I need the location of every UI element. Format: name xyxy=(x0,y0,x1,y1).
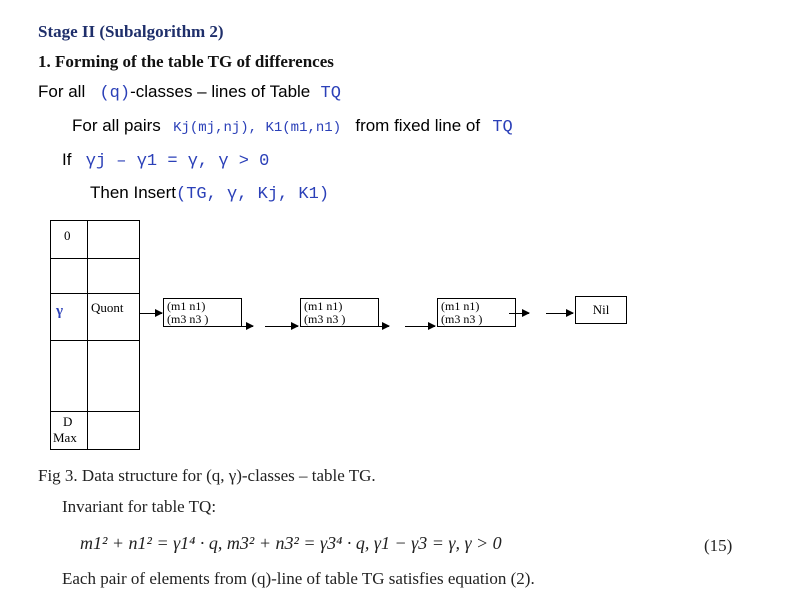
arrow-icon xyxy=(140,313,162,314)
table-row-line xyxy=(50,340,140,341)
cell-gamma-label: γ xyxy=(56,303,64,319)
table-row-line xyxy=(50,258,140,259)
table-row-line xyxy=(50,411,140,412)
arrow-icon xyxy=(546,313,573,314)
algo-line-3: If γj – γ1 = γ, γ > 0 xyxy=(62,150,270,171)
pair-node: (m1 n1) (m3 n3 ) xyxy=(437,298,516,327)
footer-text: Each pair of elements from (q)-line of table TG satisfies equation (2). xyxy=(62,569,535,588)
cell-quont-label: Quont xyxy=(91,300,124,315)
algo-line-4: Then Insert(TG, γ, Kj, K1) xyxy=(90,183,330,204)
stage-heading: Stage II (Subalgorithm 2) xyxy=(38,22,224,41)
table-column-divider xyxy=(87,220,88,450)
table-row-line xyxy=(50,293,140,294)
pair-node: (m1 n1) (m3 n3 ) xyxy=(163,298,242,327)
cell-d-label: D xyxy=(63,414,73,429)
invariant-label: Invariant for table TQ: xyxy=(62,497,217,516)
algo-line-2: For all pairs Kj(mj,nj), K1(m1,n1) from fixed line of TQ xyxy=(72,116,513,137)
arrow-icon xyxy=(235,326,253,327)
arrow-icon xyxy=(509,313,529,314)
cell-zero-label: 0 xyxy=(64,228,71,243)
equation-15: m1² + n1² = γ1⁴ · q, m3² + n3² = γ3⁴ · q, γ1 − γ3 = γ, γ > 0 xyxy=(80,533,502,553)
equation-number: (15) xyxy=(704,536,733,555)
step-heading: 1. Forming of the table TG of differences xyxy=(38,52,334,71)
arrow-icon xyxy=(373,326,389,327)
arrow-icon xyxy=(405,326,435,327)
nil-node: Nil xyxy=(575,296,627,324)
figure-caption: Fig 3. Data structure for (q, γ)-classes – table TG. xyxy=(38,466,376,485)
pair-node: (m1 n1) (m3 n3 ) xyxy=(300,298,379,327)
cell-max-label: Max xyxy=(53,430,77,445)
algo-line-1: For all (q)-classes – lines of Table TQ xyxy=(38,82,341,103)
arrow-icon xyxy=(265,326,298,327)
